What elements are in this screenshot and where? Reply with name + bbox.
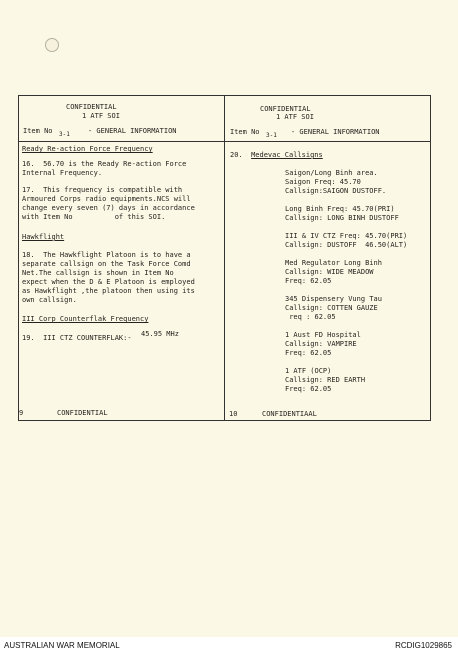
right-item-no: Item No xyxy=(230,128,260,136)
right-block1-line-2: Saigon Freq: 45.70 xyxy=(285,178,361,186)
left-item-no: Item No xyxy=(23,127,53,135)
left-para-16-line-1: 16. 56.70 is the Ready Re-action Force xyxy=(22,160,187,168)
right-block7-line-1: 1 ATF (OCP) xyxy=(285,367,332,375)
left-footer-confidential: CONFIDENTIAL xyxy=(57,409,108,417)
left-page-number: 9 xyxy=(19,409,24,417)
left-para-19: 19. III CTZ COUNTERFLAK:- xyxy=(22,334,132,342)
right-block7-line-3: Freq: 62.05 xyxy=(285,385,332,393)
right-header-confidential: CONFIDENTIAL xyxy=(260,105,311,113)
archive-footer-institution: AUSTRALIAN WAR MEMORIAL xyxy=(4,641,120,650)
left-item-no-value: 3-1 xyxy=(59,131,70,138)
right-block4-line-3: Freq: 62.05 xyxy=(285,277,332,285)
left-para-18-line-1: 18. The Hawkflight Platoon is to have a xyxy=(22,251,191,259)
right-block4-line-1: Med Regulator Long Binh xyxy=(285,259,382,267)
left-section-title-counterflak: III Corp Counterflak Frequency xyxy=(22,315,149,323)
left-para-17-line-1: 17. This frequency is compatible with xyxy=(22,186,183,194)
right-header-soi: 1 ATF SOI xyxy=(276,113,314,121)
right-para-20-number: 20. xyxy=(230,151,252,159)
right-block3-line-2: Callsign: DUSTOFF 46.50(ALT) xyxy=(285,241,408,249)
left-para-17-line-2: Armoured Corps radio equipments.NCS will xyxy=(22,195,191,203)
right-block6-line-2: Callsign: VAMPIRE xyxy=(285,340,357,348)
left-section-title-rrf: Ready Re-action Force Frequency xyxy=(22,145,153,153)
right-block4-line-2: Callsign: WIDE MEADOW xyxy=(285,268,374,276)
right-block6-line-1: 1 Aust FD Hospital xyxy=(285,331,361,339)
left-para-17-line-3: change every seven (7) days in accordance xyxy=(22,204,195,212)
punch-hole xyxy=(45,38,59,52)
left-item-title: - GENERAL INFORMATION xyxy=(88,127,177,135)
right-block6-line-3: Freq: 62.05 xyxy=(285,349,332,357)
right-block2-line-1: Long Binh Freq: 45.70(PRI) xyxy=(285,205,395,213)
left-para-18-line-5: as Hawkflight ,the platoon then using its xyxy=(22,287,195,295)
left-header-soi: 1 ATF SOI xyxy=(82,112,120,120)
right-section-line-20 xyxy=(230,151,323,160)
right-block5-line-3: req : 62.05 xyxy=(285,313,336,321)
left-para-18-line-4: expect when the D & E Platoon is employed xyxy=(22,278,195,286)
left-para-17-line-4: with Item No of this SOI. xyxy=(22,213,166,221)
right-block1-line-3: Callsign:SAIGON DUSTOFF. xyxy=(285,187,387,195)
left-para-18-line-6: own callsign. xyxy=(22,296,77,304)
left-section-title-hawkflight: Hawkflight xyxy=(22,233,65,241)
right-section-title-medevac: Medevac Callsigns xyxy=(251,151,323,159)
column-divider xyxy=(224,95,225,421)
right-block5-line-2: Callsign: COTTEN GAUZE xyxy=(285,304,378,312)
left-para-18-line-2: separate callsign on the Task Force Comd xyxy=(22,260,191,268)
right-para-20 xyxy=(230,151,323,159)
right-block7-line-2: Callsign: RED EARTH xyxy=(285,376,366,384)
left-header-rule xyxy=(18,141,224,142)
right-item-no-value: 3-1 xyxy=(266,132,277,139)
right-header-rule xyxy=(224,141,431,142)
left-para-18-line-3: Net.The callsign is shown in Item No xyxy=(22,269,174,277)
right-page-number: 10 xyxy=(229,410,238,418)
left-header-confidential: CONFIDENTIAL xyxy=(66,103,117,111)
right-block5-line-1: 345 Dispensery Vung Tau xyxy=(285,295,382,303)
right-block2-line-2: Callsign: LONG BINH DUSTOFF xyxy=(285,214,399,222)
right-item-title: - GENERAL INFORMATION xyxy=(291,128,380,136)
right-block3-line-1: III & IV CTZ Freq: 45.70(PRI) xyxy=(285,232,408,240)
right-footer-confidential: CONFIDENTIAAL xyxy=(262,410,317,418)
archive-footer-reference: RCDIG1029865 xyxy=(395,641,452,650)
left-para-16-line-2: Internal Frequency. xyxy=(22,169,103,177)
left-counterflak-frequency: 45.95 MHz xyxy=(141,330,179,338)
right-block1-line-1: Saigon/Long Binh area. xyxy=(285,169,378,177)
